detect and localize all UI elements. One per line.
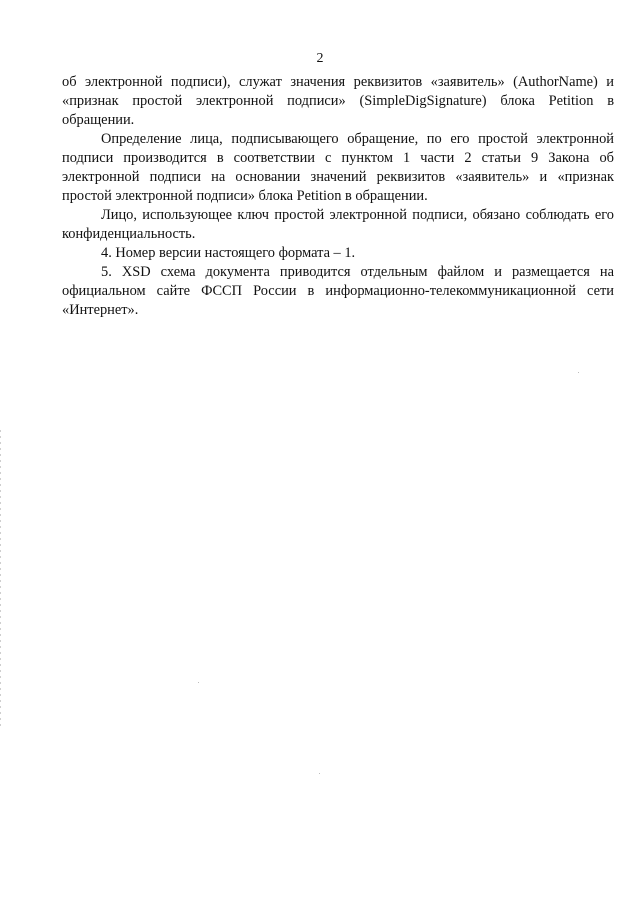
scan-speck [198, 682, 199, 683]
paragraph-format-version: 4. Номер версии настоящего формата – 1. [101, 245, 356, 261]
paragraph-signer-identification: Определение лица, подписывающего обращение, по его простой электронной подписи производится в соответствии с пунктом 1 части 2 статьи 9 Закона об электронной подписи на основании значений реквизитов «заявитель» и «признак простой электронной подписи» блока Petition в обращении. [62, 131, 614, 204]
scan-edge-mark [0, 430, 1, 730]
scan-speck [319, 773, 320, 774]
document-body [62, 73, 614, 320]
paragraph-xsd-schema: 5. XSD схема документа приводится отдельным файлом и размещается на официальном сайте ФССП России в информационно-телекоммуникационной сети «Интернет». [62, 264, 614, 318]
page-number: 2 [316, 51, 324, 66]
paragraph-continuation: об электронной подписи), служат значения реквизитов «заявитель» (AuthorName) и «признак простой электронной подписи» (SimpleDigSignature) блока Petition в обращении. [62, 74, 614, 128]
paragraph-confidentiality: Лицо, использующее ключ простой электронной подписи, обязано соблюдать его конфиденциальность. [62, 207, 614, 242]
scan-speck [578, 372, 579, 373]
